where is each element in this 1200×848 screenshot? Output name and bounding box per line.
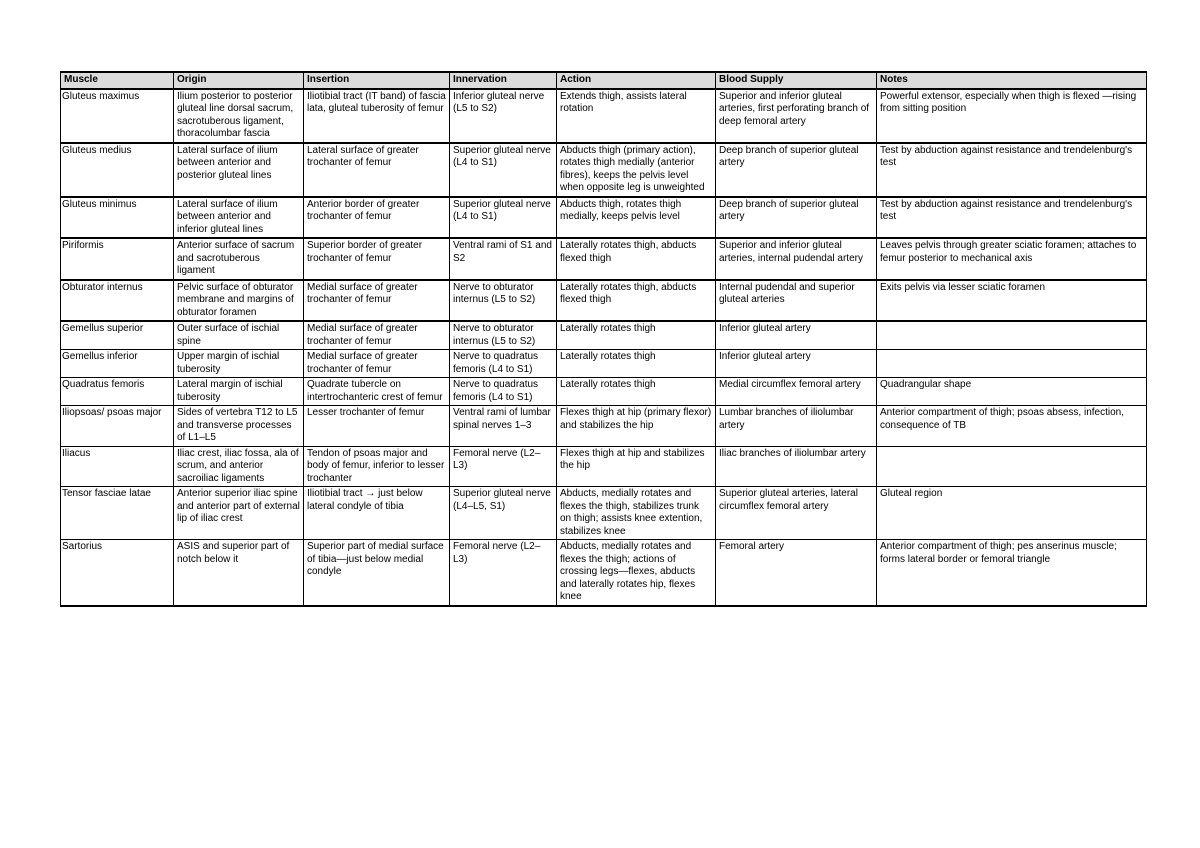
table-row: [61, 378, 1147, 406]
cell-muscle: Gluteus medius: [61, 143, 174, 197]
cell-origin: Upper margin of ischial tuberosity: [174, 350, 304, 378]
cell-notes: [877, 446, 1147, 487]
cell-notes: [877, 350, 1147, 378]
cell-action: Laterally rotates thigh, abducts flexed thigh: [557, 280, 716, 322]
document-page: [60, 71, 1146, 607]
table-row: [61, 540, 1147, 606]
header-insertion: Insertion: [304, 72, 450, 89]
cell-muscle: Quadratus femoris: [61, 378, 174, 406]
table-header-row: [61, 72, 1147, 89]
header-innervation: Innervation: [450, 72, 557, 89]
cell-notes: Gluteal region: [877, 487, 1147, 540]
cell-innervation: Nerve to obturator internus (L5 to S2): [450, 321, 557, 350]
cell-insertion: Medial surface of greater trochanter of femur: [304, 321, 450, 350]
cell-origin: Ilium posterior to posterior gluteal line dorsal sacrum, sacrotuberous ligament, thoracolumbar fascia: [174, 89, 304, 143]
cell-insertion: Quadrate tubercle on intertrochanteric crest of femur: [304, 378, 450, 406]
cell-insertion: Superior part of medial surface of tibia—just below medial condyle: [304, 540, 450, 606]
cell-origin: Pelvic surface of obturator membrane and margins of obturator foramen: [174, 280, 304, 322]
header-notes: Notes: [877, 72, 1147, 89]
cell-insertion: Medial surface of greater trochanter of femur: [304, 350, 450, 378]
cell-origin: Outer surface of ischial spine: [174, 321, 304, 350]
table-row: [61, 89, 1147, 143]
cell-action: Laterally rotates thigh: [557, 321, 716, 350]
table-row: [61, 406, 1147, 447]
table-row: [61, 446, 1147, 487]
cell-blood-supply: Inferior gluteal artery: [716, 350, 877, 378]
cell-innervation: Superior gluteal nerve (L4 to S1): [450, 143, 557, 197]
table-row: [61, 197, 1147, 239]
cell-innervation: Superior gluteal nerve (L4 to S1): [450, 197, 557, 239]
cell-origin: ASIS and superior part of notch below it: [174, 540, 304, 606]
cell-innervation: Nerve to quadratus femoris (L4 to S1): [450, 350, 557, 378]
cell-blood-supply: Inferior gluteal artery: [716, 321, 877, 350]
table-row: [61, 280, 1147, 322]
cell-notes: [877, 321, 1147, 350]
table-row: [61, 143, 1147, 197]
header-muscle: Muscle: [61, 72, 174, 89]
cell-action: Abducts, medially rotates and flexes the thigh, stabilizes trunk on thigh; assists knee extention, stabilizes knee: [557, 487, 716, 540]
cell-insertion: Superior border of greater trochanter of femur: [304, 238, 450, 280]
cell-muscle: Gluteus minimus: [61, 197, 174, 239]
header-origin: Origin: [174, 72, 304, 89]
table-row: [61, 238, 1147, 280]
cell-origin: Lateral surface of ilium between anterior and posterior gluteal lines: [174, 143, 304, 197]
cell-muscle: Sartorius: [61, 540, 174, 606]
cell-muscle: Iliacus: [61, 446, 174, 487]
table-row: [61, 350, 1147, 378]
cell-action: Abducts thigh (primary action), rotates thigh medially (anterior fibres), keeps the pelvis level when opposite leg is unweighted: [557, 143, 716, 197]
cell-blood-supply: Superior and inferior gluteal arteries, internal pudendal artery: [716, 238, 877, 280]
cell-blood-supply: Superior and inferior gluteal arteries, first perforating branch of deep femoral artery: [716, 89, 877, 143]
table-row: [61, 487, 1147, 540]
cell-origin: Anterior surface of sacrum and sacrotuberous ligament: [174, 238, 304, 280]
cell-innervation: Inferior gluteal nerve (L5 to S2): [450, 89, 557, 143]
header-action: Action: [557, 72, 716, 89]
cell-insertion: Iliotibial tract → just below lateral condyle of tibia: [304, 487, 450, 540]
cell-origin: Anterior superior iliac spine and anterior part of external lip of iliac crest: [174, 487, 304, 540]
cell-action: Abducts, medially rotates and flexes the thigh; actions of crossing legs—flexes, abducts and laterally rotates hip, flexes knee: [557, 540, 716, 606]
cell-blood-supply: Internal pudendal and superior gluteal arteries: [716, 280, 877, 322]
cell-notes: Powerful extensor, especially when thigh is flexed —rising from sitting position: [877, 89, 1147, 143]
cell-muscle: Obturator internus: [61, 280, 174, 322]
cell-innervation: Superior gluteal nerve (L4–L5, S1): [450, 487, 557, 540]
table-row: [61, 321, 1147, 350]
cell-action: Flexes thigh at hip (primary flexor) and stabilizes the hip: [557, 406, 716, 447]
cell-notes: Test by abduction against resistance and trendelenburg's test: [877, 143, 1147, 197]
cell-innervation: Ventral rami of lumbar spinal nerves 1–3: [450, 406, 557, 447]
cell-blood-supply: Deep branch of superior gluteal artery: [716, 197, 877, 239]
header-blood-supply: Blood Supply: [716, 72, 877, 89]
cell-insertion: Anterior border of greater trochanter of femur: [304, 197, 450, 239]
cell-notes: Leaves pelvis through greater sciatic foramen; attaches to femur posterior to mechanical axis: [877, 238, 1147, 280]
cell-action: Abducts thigh, rotates thigh medially, keeps pelvis level: [557, 197, 716, 239]
cell-notes: Quadrangular shape: [877, 378, 1147, 406]
cell-notes: Anterior compartment of thigh; pes anserinus muscle; forms lateral border or femoral triangle: [877, 540, 1147, 606]
cell-action: Extends thigh, assists lateral rotation: [557, 89, 716, 143]
cell-muscle: Piriformis: [61, 238, 174, 280]
cell-innervation: Femoral nerve (L2–L3): [450, 540, 557, 606]
cell-notes: Exits pelvis via lesser sciatic foramen: [877, 280, 1147, 322]
cell-blood-supply: Deep branch of superior gluteal artery: [716, 143, 877, 197]
cell-action: Flexes thigh at hip and stabilizes the hip: [557, 446, 716, 487]
cell-action: Laterally rotates thigh: [557, 378, 716, 406]
cell-insertion: Lateral surface of greater trochanter of femur: [304, 143, 450, 197]
cell-innervation: Ventral rami of S1 and S2: [450, 238, 557, 280]
cell-notes: Test by abduction against resistance and trendelenburg's test: [877, 197, 1147, 239]
muscle-table: [60, 71, 1147, 607]
cell-muscle: Tensor fasciae latae: [61, 487, 174, 540]
cell-muscle: Gemellus inferior: [61, 350, 174, 378]
cell-origin: Sides of vertebra T12 to L5 and transverse processes of L1–L5: [174, 406, 304, 447]
cell-origin: Iliac crest, iliac fossa, ala of scrum, and anterior sacroiliac ligaments: [174, 446, 304, 487]
cell-insertion: Iliotibial tract (IT band) of fascia lata, gluteal tuberosity of femur: [304, 89, 450, 143]
cell-blood-supply: Superior gluteal arteries, lateral circumflex femoral artery: [716, 487, 877, 540]
cell-origin: Lateral margin of ischial tuberosity: [174, 378, 304, 406]
cell-muscle: Gluteus maximus: [61, 89, 174, 143]
cell-insertion: Tendon of psoas major and body of femur, inferior to lesser trochanter: [304, 446, 450, 487]
cell-innervation: Nerve to quadratus femoris (L4 to S1): [450, 378, 557, 406]
cell-notes: Anterior compartment of thigh; psoas absess, infection, consequence of TB: [877, 406, 1147, 447]
cell-blood-supply: Lumbar branches of iliolumbar artery: [716, 406, 877, 447]
cell-insertion: Lesser trochanter of femur: [304, 406, 450, 447]
cell-blood-supply: Medial circumflex femoral artery: [716, 378, 877, 406]
cell-action: Laterally rotates thigh, abducts flexed thigh: [557, 238, 716, 280]
cell-blood-supply: Femoral artery: [716, 540, 877, 606]
cell-origin: Lateral surface of ilium between anterior and inferior gluteal lines: [174, 197, 304, 239]
cell-innervation: Femoral nerve (L2–L3): [450, 446, 557, 487]
cell-muscle: Gemellus superior: [61, 321, 174, 350]
cell-muscle: Iliopsoas/ psoas major: [61, 406, 174, 447]
cell-insertion: Medial surface of greater trochanter of femur: [304, 280, 450, 322]
cell-blood-supply: Iliac branches of iliolumbar artery: [716, 446, 877, 487]
cell-action: Laterally rotates thigh: [557, 350, 716, 378]
cell-innervation: Nerve to obturator internus (L5 to S2): [450, 280, 557, 322]
